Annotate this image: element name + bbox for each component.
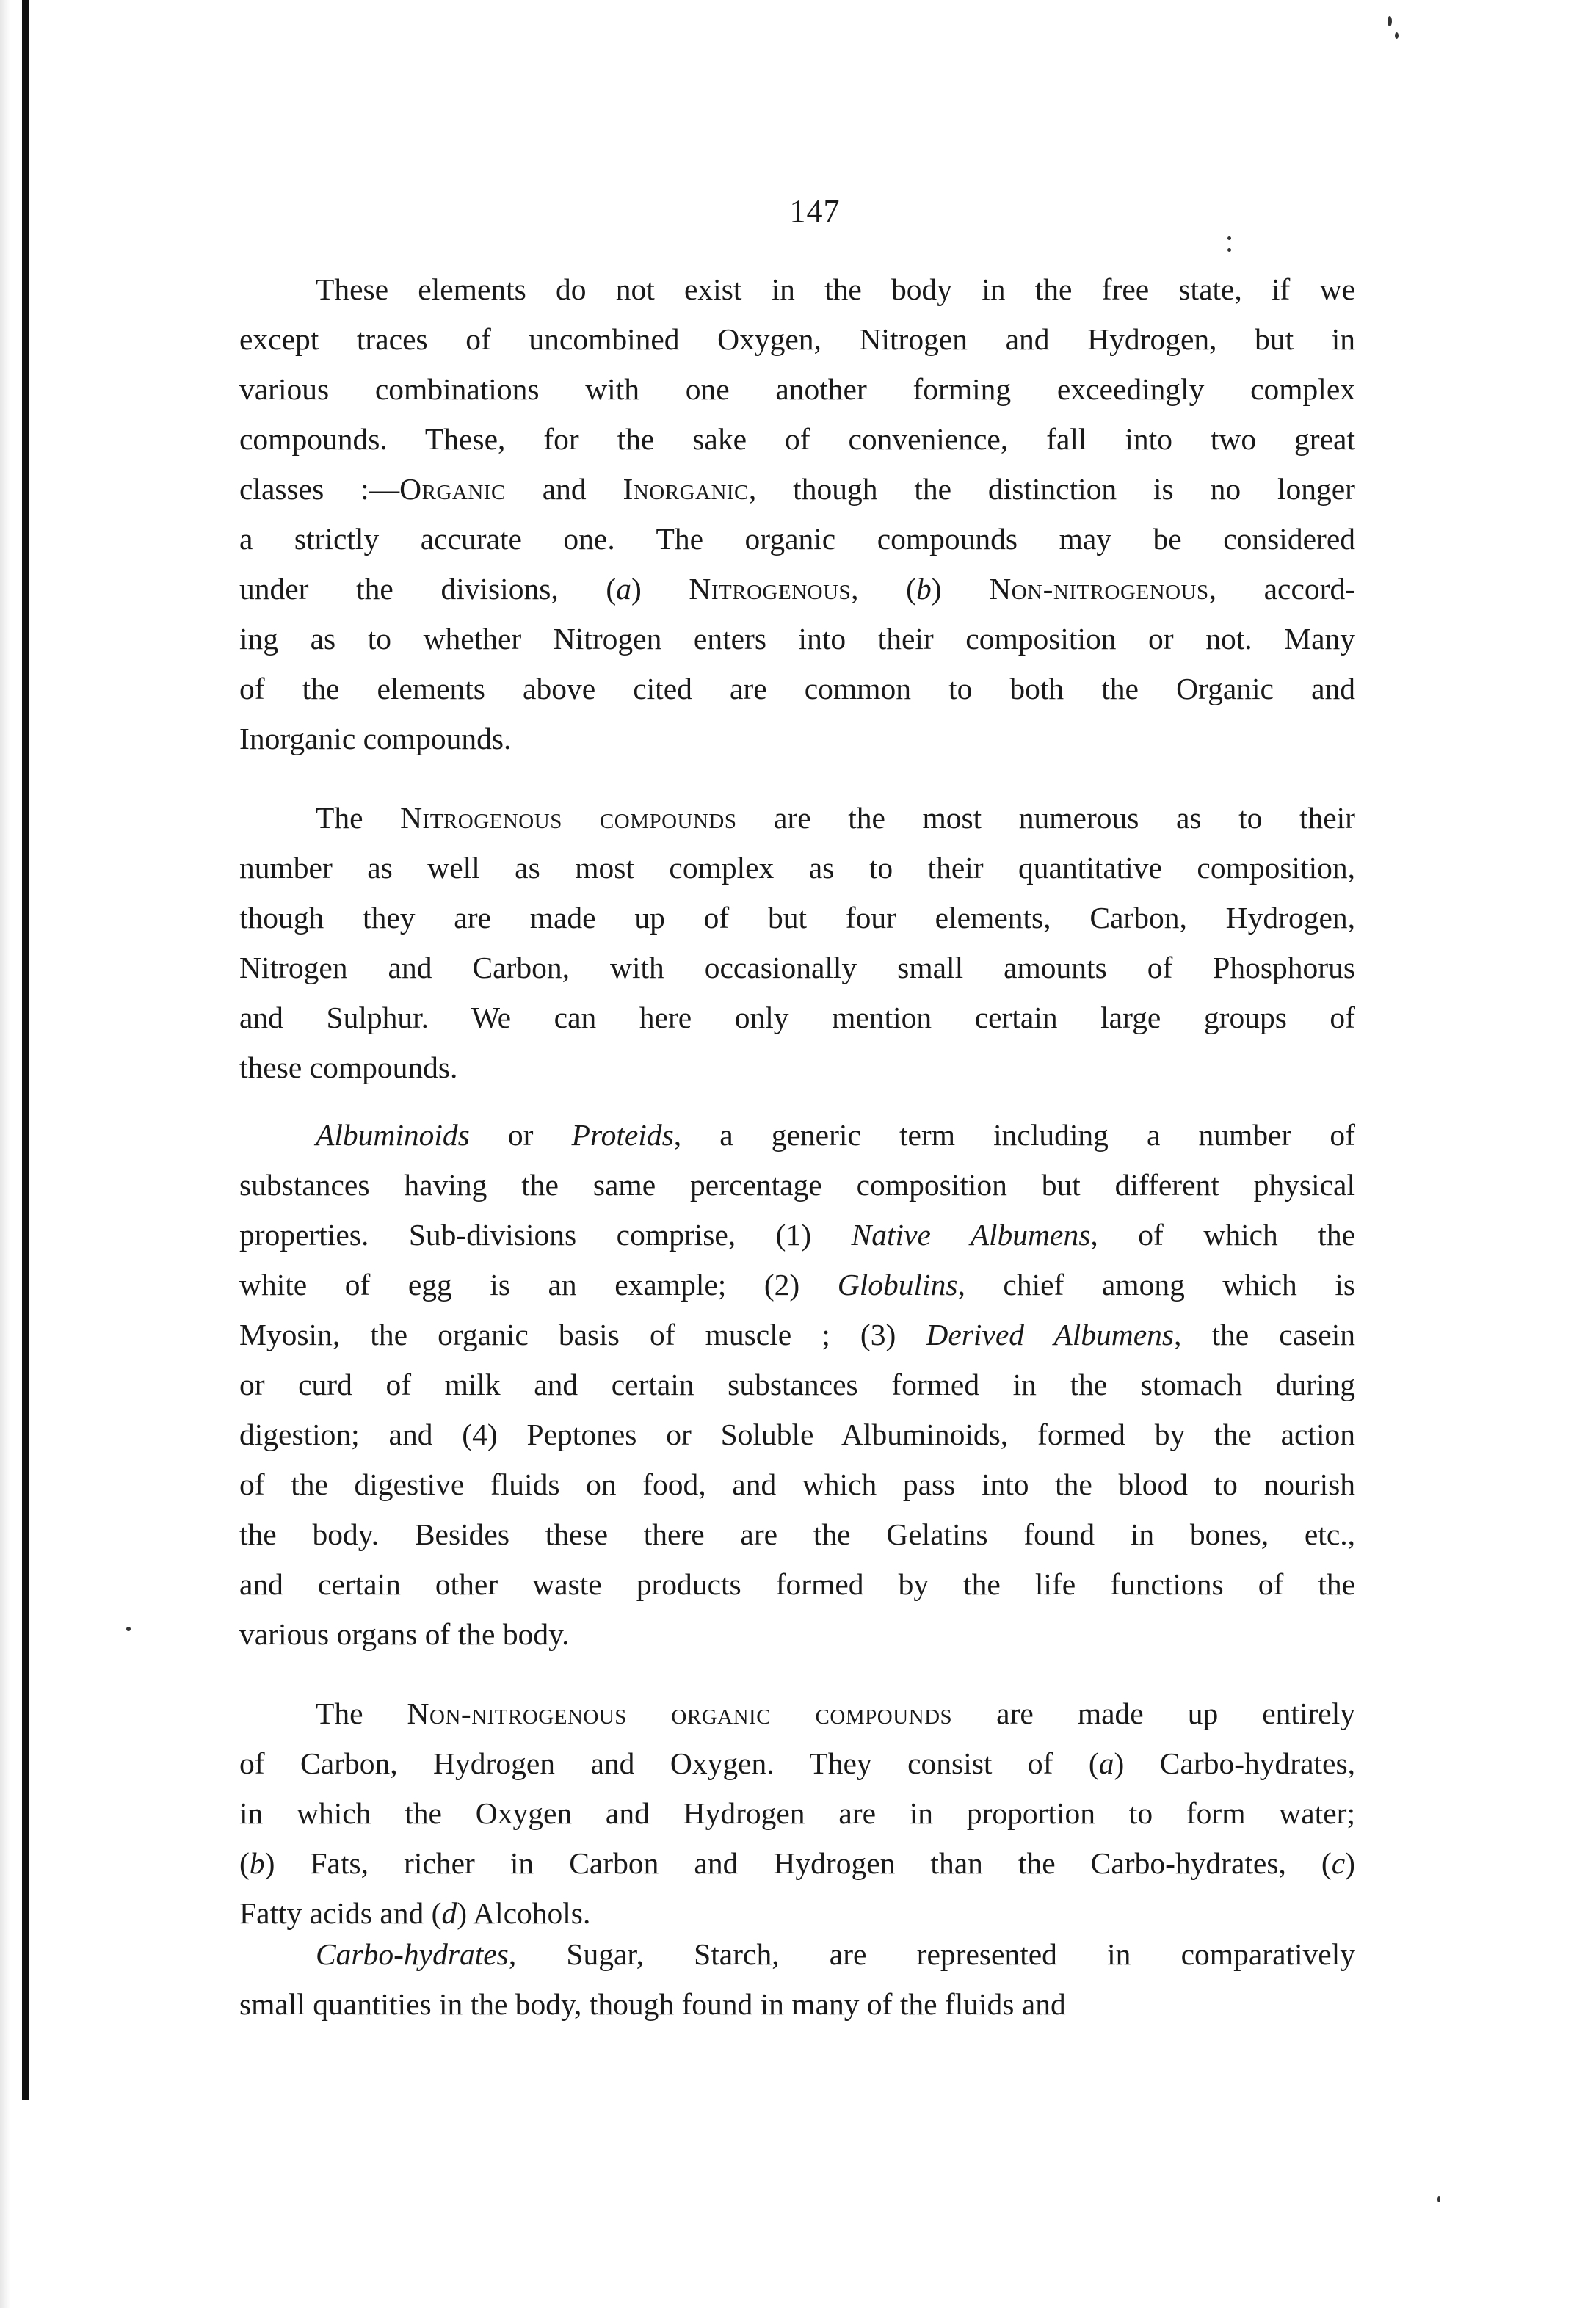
text-run: Nitrogen and Carbon, with occasionally small amounts of Phosphorus: [239, 951, 1355, 984]
italic-term: Globulins: [837, 1268, 958, 1302]
text-run: , the casein: [1174, 1318, 1355, 1351]
text-run: properties. Sub-divisions comprise, (1): [239, 1218, 852, 1252]
italic-term: c: [1331, 1846, 1346, 1880]
small-caps-term: Inorganic: [623, 472, 749, 506]
small-caps-term: Nitrogenous compounds: [400, 801, 737, 835]
paragraph-nitrogenous-compounds: [239, 793, 1355, 1092]
paragraph-carbo-hydrates: [239, 1929, 1355, 2029]
text-line: [239, 1409, 1355, 1459]
italic-term: a: [1098, 1746, 1114, 1780]
small-caps-term: Non-nitrogenous: [989, 572, 1209, 606]
text-line: [239, 1310, 1355, 1360]
text-run: these compounds.: [239, 1050, 458, 1084]
text-line: [239, 1160, 1355, 1210]
text-run: in which the Oxygen and Hydrogen are in proportion to form water;: [239, 1796, 1355, 1830]
text-run: compounds. These, for the sake of convenience, fall into two great: [239, 422, 1355, 456]
italic-term: d: [441, 1896, 457, 1930]
page-number: 147: [789, 193, 841, 229]
italic-term: Carbo-hydrates: [316, 1937, 509, 1971]
text-line: [239, 464, 1355, 514]
text-run: , Sugar, Starch, are represented in comparatively: [508, 1937, 1355, 1971]
scan-shadow: [0, 0, 10, 2308]
text-line: [239, 1110, 1355, 1160]
text-line: [239, 564, 1355, 614]
italic-term: a: [616, 572, 631, 606]
text-run: various organs of the body.: [239, 1617, 570, 1651]
text-run: These elements do not exist in the body in the free state, if we: [316, 272, 1355, 306]
scan-speck: [1437, 2196, 1440, 2202]
small-caps-term: Nitrogenous: [689, 572, 852, 606]
text-run: various combinations with one another forming exceedingly complex: [239, 372, 1355, 406]
scan-speck: [1388, 16, 1392, 26]
scan-speck: [1227, 248, 1231, 252]
text-run: ): [931, 572, 990, 606]
text-run: , though the distinction is no longer: [748, 472, 1355, 506]
text-run: , a generic term including a number of: [673, 1118, 1355, 1152]
scan-speck: [1227, 236, 1231, 240]
text-line: [239, 943, 1355, 992]
text-run: number as well as most complex as to their quantitative composition,: [239, 851, 1355, 885]
text-run: ) Fats, richer in Carbon and Hydrogen than the Carbo-hydrates, (: [264, 1846, 1332, 1880]
text-line: [239, 893, 1355, 943]
text-line: [239, 1360, 1355, 1409]
text-line: [239, 714, 1355, 763]
text-run: except traces of uncombined Oxygen, Nitrogen and Hydrogen, but in: [239, 322, 1355, 356]
text-run: a strictly accurate one. The organic compounds may be considered: [239, 522, 1355, 556]
text-run: Fatty acids and (: [239, 1896, 442, 1930]
scan-speck: [1395, 32, 1399, 39]
text-run: The: [316, 1696, 407, 1730]
italic-term: Albuminoids: [316, 1118, 470, 1152]
text-run: the body. Besides these there are the Gelatins found in bones, etc.,: [239, 1517, 1355, 1551]
text-line: [239, 1788, 1355, 1838]
text-line: [239, 1509, 1355, 1559]
text-line: [239, 1210, 1355, 1260]
text-run: or: [469, 1118, 572, 1152]
text-run: ): [631, 572, 689, 606]
scan-binding-edge: [22, 0, 29, 2100]
text-run: ): [1345, 1846, 1355, 1880]
text-run: and Sulphur. We can here only mention certain large groups of: [239, 1001, 1355, 1034]
text-run: or curd of milk and certain substances formed in the stomach during: [239, 1368, 1355, 1401]
text-run: ing as to whether Nitrogen enters into their composition or not. Many: [239, 622, 1355, 656]
text-run: under the divisions, (: [239, 572, 617, 606]
text-line: [239, 364, 1355, 414]
paragraph-albuminoids: [239, 1110, 1355, 1659]
text-run: and certain other waste products formed by the life functions of the: [239, 1567, 1355, 1601]
text-line: [239, 264, 1355, 314]
text-line: [239, 1838, 1355, 1888]
text-run: are the most numerous as to their: [736, 801, 1355, 835]
text-run: Myosin, the organic basis of muscle ; (3): [239, 1318, 926, 1351]
text-line: [239, 314, 1355, 364]
text-line: [239, 1738, 1355, 1788]
text-line: [239, 414, 1355, 464]
text-run: are made up entirely: [952, 1696, 1355, 1730]
small-caps-term: Organic: [399, 472, 506, 506]
italic-term: Native Albumens: [851, 1218, 1091, 1252]
text-run: and: [505, 472, 623, 506]
italic-term: b: [249, 1846, 265, 1880]
text-line: [239, 1042, 1355, 1092]
text-line: [239, 793, 1355, 843]
scan-speck: [126, 1627, 131, 1631]
text-line: [239, 1929, 1355, 1979]
text-line: [239, 1979, 1355, 2029]
text-line: [239, 843, 1355, 893]
text-run: , (: [851, 572, 916, 606]
text-line: [239, 1260, 1355, 1310]
italic-term: b: [916, 572, 932, 606]
text-run: , chief among which is: [957, 1268, 1356, 1302]
text-run: small quantities in the body, though found in many of the fluids and: [239, 1987, 1066, 2021]
paragraph-intro: [239, 264, 1355, 763]
text-run: of the elements above cited are common to both the Organic and: [239, 672, 1355, 705]
text-run: white of egg is an example; (2): [239, 1268, 838, 1302]
text-line: [239, 514, 1355, 564]
text-run: The: [316, 801, 401, 835]
text-run: of the digestive fluids on food, and which pass into the blood to nourish: [239, 1467, 1355, 1501]
paragraph-non-nitrogenous-compounds: [239, 1688, 1355, 1938]
text-run: , of which the: [1090, 1218, 1355, 1252]
text-line: [239, 614, 1355, 664]
text-run: ) Alcohols.: [457, 1896, 591, 1930]
text-run: Inorganic compounds.: [239, 722, 512, 755]
text-run: substances having the same percentage composition but different physical: [239, 1168, 1355, 1202]
italic-term: Derived Albumens: [926, 1318, 1175, 1351]
small-caps-term: Non-nitrogenous organic compounds: [407, 1696, 953, 1730]
text-line: [239, 1559, 1355, 1609]
text-line: [239, 992, 1355, 1042]
text-run: , accord-: [1208, 572, 1356, 606]
text-run: of Carbon, Hydrogen and Oxygen. They consist of (: [239, 1746, 1099, 1780]
italic-term: Proteids: [571, 1118, 674, 1152]
text-run: though they are made up of but four elements, Carbon, Hydrogen,: [239, 901, 1355, 935]
text-run: classes :—: [239, 472, 400, 506]
text-line: [239, 1459, 1355, 1509]
text-run: ) Carbo-hydrates,: [1114, 1746, 1355, 1780]
text-line: [239, 1609, 1355, 1659]
text-run: digestion; and (4) Peptones or Soluble Albuminoids, formed by the action: [239, 1418, 1355, 1451]
text-line: [239, 664, 1355, 714]
text-run: (: [239, 1846, 250, 1880]
text-line: [239, 1688, 1355, 1738]
